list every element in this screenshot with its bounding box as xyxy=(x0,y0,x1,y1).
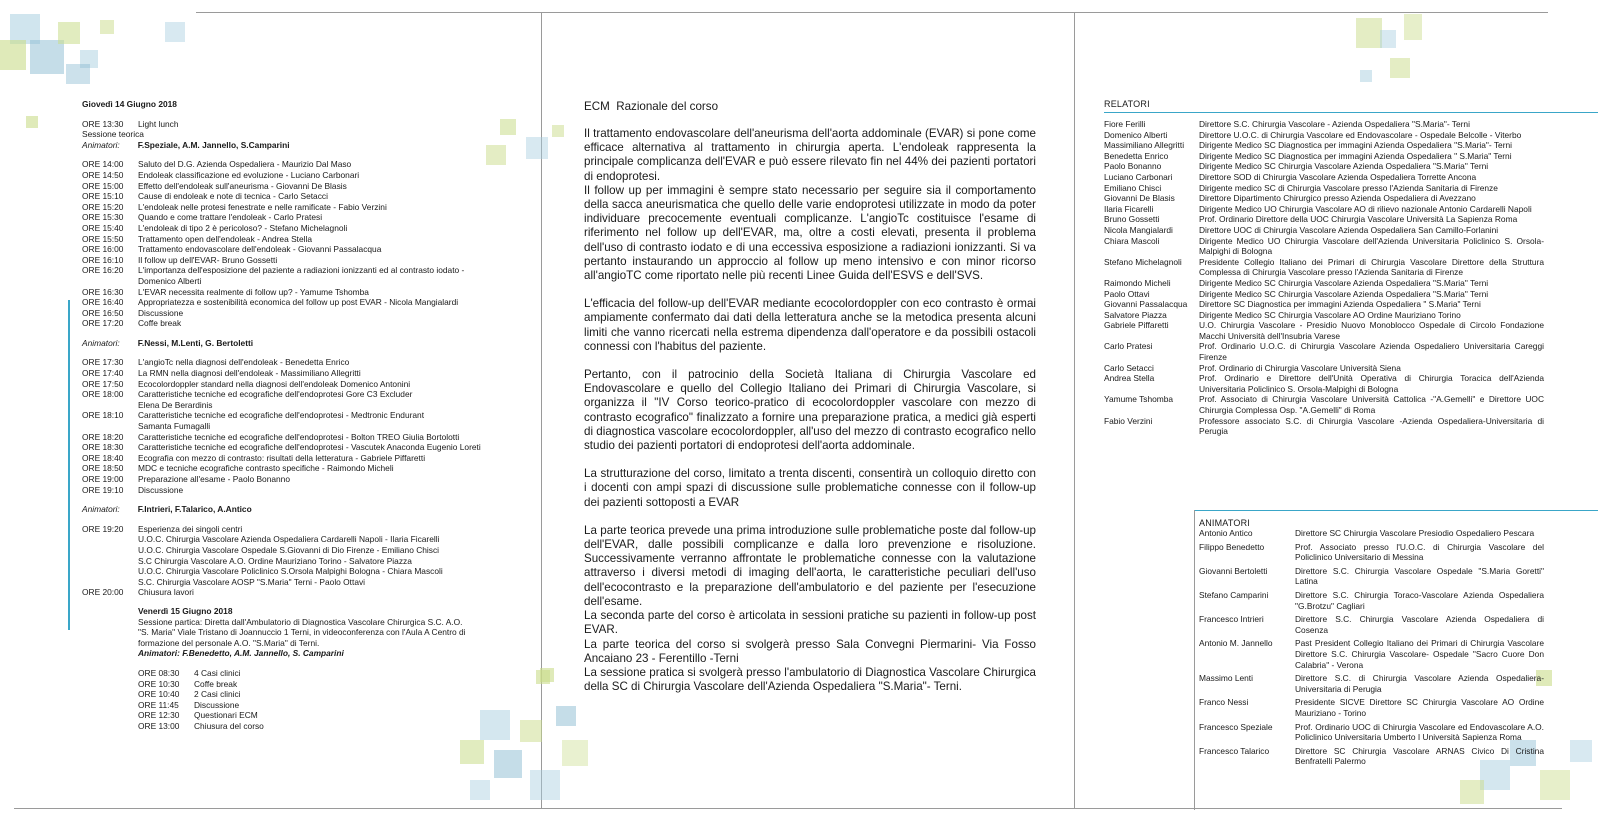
person-role: Dirigente Medico SC Chirurgia Vascolare AO Ordine Mauriziano Torino xyxy=(1199,309,1461,320)
list-item xyxy=(1104,172,1544,183)
list-item xyxy=(1104,151,1544,162)
animatori-list xyxy=(1199,528,1544,767)
person-role: Direttore SC Diagnostica per immagini Azienda Ospedaliera " S.Maria" Terni xyxy=(1199,299,1481,310)
person-name: Luciano Carbonari xyxy=(1104,171,1173,182)
animatori-accent-line xyxy=(1194,510,1598,511)
list-item xyxy=(1104,299,1544,310)
schedule-row: ORE 13:30 Light lunch xyxy=(82,118,179,129)
programme-column xyxy=(82,99,522,731)
animatori-section xyxy=(1199,518,1544,770)
paragraph: La sessione pratica si svolgerà presso l'ambulatorio di Diagnostica Vascolare Chirurgica della SC di Chirurgia Vascolare dell'Azienda Ospedaliera "S.Maria"- Terni. xyxy=(584,665,1036,694)
list-item xyxy=(1199,697,1544,718)
person-role: Dirigente Medico SC Chirurgia Vascolare Azienda Ospedaliera "S.Maria" Terni xyxy=(1199,277,1489,288)
block4: ORE 19:20 Esperienza dei singoli centri U.O.C. Chirurgia Vascolare Azienda Ospedaliera Cardarelli Napoli - Ilaria Ficarelli U.O.C. Chirurgia Vascolare Ospedale S.Giovanni di Dio Firenze - Emiliano Chisci S.C Chirurgia Vascolare A.O. Ordine Mauriziano Torino - Salvatore Piazza U.O.C. Chirurgia Vascolare Policlinico S.Orsola Malpighi Bologna - Chiara Mascoli S.C. Chirurgia Vascolare AOSP "S.Maria" Terni - Paolo Ottavi ORE 20:00 Chiusura lavori xyxy=(82,523,443,598)
person-role: Direttore UOC di Chirurgia Vascolare Azienda Ospedaliera San Camillo-Forlanini xyxy=(1199,224,1499,235)
person-role: Presidente SICVE Direttore SC Chirurgia Vascolare AO Ordine Mauriziano - Torino xyxy=(1295,697,1544,718)
person-name: Massimiliano Allegritti xyxy=(1104,140,1185,151)
person-name: Andrea Stella xyxy=(1104,373,1155,384)
person-name: Giovanni De Blasis xyxy=(1104,193,1175,204)
paragraph: L'efficacia del follow-up dell'EVAR mediante ecocolordoppler con eco contrasto è ormai ampiamente confermato dai dati della letteratura anche se la metodica presenta alcuni limiti che vanno ricercati nella estrema dipendenza dall'operatore e da possibili ostacoli connessi con l'habitus del paziente. xyxy=(584,297,1036,353)
animatori-title: ANIMATORI xyxy=(1199,518,1250,528)
person-name: Francesco Talarico xyxy=(1199,745,1270,756)
person-role: Direttore S.C. Chirurgia Vascolare Ospedale "S.Maria Goretti" Latina xyxy=(1295,565,1544,587)
person-role: Direttore U.O.C. di Chirurgia Vascolare ed Endovascolare - Ospedale Belcolle - Viterbo xyxy=(1199,129,1522,140)
block1 xyxy=(82,119,522,140)
top-rule xyxy=(196,12,1548,13)
list-item xyxy=(1104,236,1544,257)
list-item xyxy=(1104,204,1544,215)
person-role: Dirigente Medico SC Diagnostica per immagini Azienda Ospedaliera " S.Maria" Terni xyxy=(1199,150,1512,161)
relatori-title: RELATORI xyxy=(1104,99,1150,109)
list-item xyxy=(1104,140,1544,151)
person-name: Stefano Camparini xyxy=(1199,589,1269,600)
paragraph: Pertanto, con il patrocinio della Società Italiana di Chirurgia Vascolare ed Endovascolare e quello del Collegio Italiano dei Primari di Chirurgia Vascolare, si organizza il "IV Corso teorico-pratico di ecocolordoppler vascolare con mezzo di contrasto ecografico" finalizzato a fornire una preparazione pratica, a medici già esperti di diagnostica vascolare ecocolordoppler, all'uso del mezzo di contrasto ecografico nello studio dei pazienti portatori di endoprotesi dell'aorta addominale. xyxy=(584,368,1036,453)
person-name: Massimo Lenti xyxy=(1199,673,1253,684)
person-role: Direttore SC Chirurgia Vascolare ARNAS Civico Di Cristina Benfratelli Palermo xyxy=(1295,745,1544,767)
paragraph: La strutturazione del corso, limitato a trenta discenti, consentirà un colloquio diretto con i docenti con ampi spazi di discussione sulle problematiche connesse con il follow-up dei pazienti sottoposti a EVAR xyxy=(584,467,1036,509)
list-item xyxy=(1104,119,1544,130)
list-item xyxy=(1104,193,1544,204)
person-role: Dirigente Medico SC Chirurgia Vascolare Azienda Ospedaliera "S.Maria" Terni xyxy=(1199,161,1489,172)
person-role: Direttore S.C. Chirurgia Vascolare - Azienda Ospedaliera "S.Maria"- Terni xyxy=(1199,119,1470,129)
fold-line-2 xyxy=(1074,12,1075,809)
person-name: Antonio Antico xyxy=(1199,528,1253,538)
person-role: Professore associato S.C. di Chirurgia Vascolare -Azienda Ospedaliera-Universitaria di Perugia xyxy=(1199,415,1544,437)
list-item xyxy=(1104,257,1544,278)
person-role: Direttore SOD di Chirurgia Vascolare Azienda Ospedaliera Torrette Ancona xyxy=(1199,171,1477,182)
person-name: Benedetta Enrico xyxy=(1104,150,1169,161)
right-vertical-accent xyxy=(1194,510,1195,810)
list-item xyxy=(1199,566,1544,587)
person-role: Dirigente medico SC di Chirurgia Vascolare presso l'Azienda Sanitaria di Firenze xyxy=(1199,182,1498,193)
person-role: Direttore S.C. Chirurgia Vascolare Azienda Ospedaliera di Cosenza xyxy=(1295,614,1544,635)
person-name: Paolo Ottavi xyxy=(1104,288,1150,299)
person-name: Giovanni Passalacqua xyxy=(1104,299,1188,310)
list-item xyxy=(1104,394,1544,415)
person-role: Presidente Collegio Italiano dei Primari di Chirurgia Vascolare Direttore della Struttura Complessa di Chirurgia Vascolare presso l'Azienda Sanitaria di Firenze xyxy=(1199,256,1544,278)
person-role: Dirigente Medico UO Chirurgia Vascolare dell'Azienda Universitaria Policlinico S. Orsola-Malpighi di Bologna xyxy=(1199,235,1544,257)
person-name: Yamume Tshomba xyxy=(1104,394,1174,405)
rationale-title: ECM Razionale del corso xyxy=(584,100,719,113)
person-role: Prof. Associato di Chirurgia Vascolare Università Cattolica -"A.Gemelli" e Direttore UOC Chirurgia Complessa Osp. "A.Gemelli" di Roma xyxy=(1199,394,1544,416)
animators-2: Animatori: F.Nessi, M.Lenti, G. Bertoletti xyxy=(82,337,254,348)
session-label: Sessione teorica xyxy=(82,129,144,140)
block3: ORE 17:30 L'angioTc nella diagnosi dell'endoleak - Benedetta Enrico ORE 17:40 La RMN nella diagnosi dell'endoleak - Massimiliano Allegritti ORE 17:50 Ecocolordoppler standard nella diagnosi dell'endoleak Domenico Antonini ORE 18:00 Caratteristiche tecniche ed ecografiche dell'endoprotesi Gore C3 Excluder Elena De Berardinis ORE 18:10 Caratteristiche tecniche ed ecografiche dell'endoprotesi - Medtronic Endurant Samanta Fumagalli ORE 18:20 Caratteristiche tecniche ed ecografiche dell'endoprotesi - Bolton TREO Giulia Bortolotti ORE 18:30 Caratteristiche tecniche ed ecografiche dell'endoprotesi - Vascutek Anaconda Eugenio Loreti ORE 18:40 Ecografia con mezzo di contrasto: risultati della letteratura - Gabriele Piffaretti ORE 18:50 MDC e tecniche ecografiche contrasto specifiche - Raimondo Micheli ORE 19:00 Preparazione all'esame - Paolo Bonanno ORE 19:10 Discussione xyxy=(82,357,481,495)
mosaic-small-mid xyxy=(540,668,560,688)
person-role: U.O. Chirurgia Vascolare - Presidio Nuovo Monoblocco Ospedale di Circolo Fondazione Macchi Università dell'Insubria Varese xyxy=(1199,320,1544,341)
paragraph: La seconda parte del corso è articolata in sessioni pratiche su pazienti in follow-up post EVAR. xyxy=(584,609,1036,637)
animators-3: Animatori: F.Intrieri, F.Talarico, A.Antico xyxy=(82,504,252,515)
list-item xyxy=(1104,183,1544,194)
list-item xyxy=(1199,638,1544,670)
bottom-rule xyxy=(14,808,1562,809)
list-item xyxy=(1104,130,1544,141)
person-name: Fabio Verzini xyxy=(1104,415,1153,426)
person-name: Francesco Speziale xyxy=(1199,721,1273,732)
person-role: Dirigente Medico SC Diagnostica per immagini Azienda Ospedaliera "S.Maria"- Terni xyxy=(1199,140,1513,151)
paragraph: Il follow up per immagini è sempre stato necessario per seguire sia il comportamento della sacca aneurismatica che quello delle varie endoprotesi utilizzate in modo da poter individuare precocemente eventuali complicanze. L'angioTc costituisce l'esame di riferimento nel follow up dell'EVAR, ma, oltre a costi elevati, presenta il problema dell'uso di contrasto iodato e di una eccessiva esposizione a radiazioni ionizzanti. Si va pertanto instaurando un approccio al follow up meno intensivo e con minor ricorso all'angioTC come riportato nelle più recenti Linee Guida dell'ESVS e dell'SVS. xyxy=(584,183,1036,283)
list-item xyxy=(1104,278,1544,289)
person-name: Francesco Intrieri xyxy=(1199,614,1264,625)
person-role: Direttore SC Chirurgia Vascolare Presiodio Ospedaliero Pescara xyxy=(1295,528,1535,538)
person-role: Prof. Ordinario U.O.C. di Chirurgia Vascolare Azienda Ospedaliero Universitaria Careggi Firenze xyxy=(1199,341,1544,363)
list-item xyxy=(1199,722,1544,743)
list-item xyxy=(1199,746,1544,767)
list-item xyxy=(1104,289,1544,300)
list-item xyxy=(1104,320,1544,341)
list-item xyxy=(1104,416,1544,437)
person-name: Emiliano Chisci xyxy=(1104,182,1162,193)
person-name: Chiara Mascoli xyxy=(1104,235,1160,246)
list-item xyxy=(1199,542,1544,563)
day1-title: Giovedì 14 Giugno 2018 xyxy=(82,99,177,109)
list-item xyxy=(1104,214,1544,225)
person-name: Fiore Ferilli xyxy=(1104,119,1146,129)
paragraph: La parte teorica prevede una prima introduzione sulle problematiche poste dal follow-up dell'EVAR, dalle possibili complicanze e dalla loro prevenzione e risoluzione. Successivamente verranno affrontate le problematiche connesse con la valutazione attraverso i diversi metodi di imaging dell'aorta, le caratteristiche peculiari dell'uso dell'ecocontrasto e la preparazione dell'ambulatorio e del paziente per l'esecuzione dell'esame. xyxy=(584,523,1036,608)
person-name: Raimondo Micheli xyxy=(1104,277,1171,288)
person-name: Antonio M. Jannello xyxy=(1199,638,1273,649)
relatori-section xyxy=(1104,99,1544,437)
list-item xyxy=(1104,373,1544,394)
mosaic-top-right xyxy=(1350,0,1460,110)
person-role: Direttore S.C. di Chirurgia Vascolare Azienda Ospedaliera-Universitaria di Perugia xyxy=(1295,673,1544,694)
list-item xyxy=(1199,673,1544,694)
person-role: Direttore Dipartimento Chirurgico presso Azienda Ospedaliera di Avezzano xyxy=(1199,193,1476,204)
person-name: Carlo Pratesi xyxy=(1104,341,1153,352)
day2-section: Venerdì 15 Giugno 2018 Sessione partica: Diretta dall'Ambulatorio di Diagnostica Vascolare Chirurgica S.C. A.O. "S. Maria" Viale Tristano di Joannuccio 1 Terni, in videoconferenza con l'Aula A Centro di formazione del personale A.O. "S.Maria" di Terni. Animatori: F.Benedetto, A.M. Jannello, S. Camparini ORE 08:30 4 Casi clinici ORE 10:30 Coffe break ORE 10:40 2 Casi clinici ORE 11:45 Discussione ORE 12:30 Questionari ECM ORE 13:00 Chiusura del corso xyxy=(82,606,522,732)
person-name: Gabriele Piffaretti xyxy=(1104,320,1169,331)
list-item xyxy=(1104,363,1544,374)
day2-animators: Animatori: F.Benedetto, A.M. Jannello, S. Camparini xyxy=(138,648,344,659)
list-item xyxy=(1199,614,1544,635)
person-name: Nicola Mangialardi xyxy=(1104,224,1173,235)
animators-1: Animatori: F.Speziale, A.M. Jannello, S.Camparini xyxy=(82,139,290,150)
person-role: Prof. Ordinario di Chirurgia Vascolare Università Siena xyxy=(1199,362,1401,373)
person-role: Prof. Associato presso l'U.O.C. di Chirurgia Vascolare del Policlinico Universitario di Messina xyxy=(1295,541,1544,563)
person-role: Dirigente Medico SC Chirurgia Vascolare Azienda Ospedaliera "S.Maria" Terni xyxy=(1199,288,1489,299)
person-name: Filippo Benedetto xyxy=(1199,541,1265,552)
paragraph: Il trattamento endovascolare dell'aneurisma dell'aorta addominale (EVAR) si pone come efficace alternativa al trattamento in chirurgia aperta. L'endoleak rappresenta la principale complicanza dell'EVAR e può essere rilevato fin nel 44% dei pazienti portatori di endoprotesi. xyxy=(584,127,1036,183)
person-role: Past President Collegio Italiano dei Primari di Chirurgia Vascolare Direttore S.C. Chirurgia Vascolare- Ospedale "Sacro Cuore Don Calabria" - Verona xyxy=(1295,638,1544,670)
list-item xyxy=(1104,161,1544,172)
person-name: Salvatore Piazza xyxy=(1104,309,1167,320)
person-role: Dirigente Medico UO Chirurgia Vascolare AO di rilievo nazionale Antonio Cardarelli Napoli xyxy=(1199,203,1532,214)
person-role: Prof. Ordinario UOC di Chirurgia Vascolare ed Endovascolare A.O. Policlinico Universitaria Umberto I Università Sapienza Roma xyxy=(1295,721,1544,743)
person-name: Paolo Bonanno xyxy=(1104,161,1162,172)
list-item xyxy=(1104,341,1544,362)
person-role: Prof. Ordinario e Direttore dell'Unità Operativa di Chirurgia Toracica dell'Azienda Universitaria Policlinico S. Orsola-Malpighi di Bologna xyxy=(1199,373,1544,394)
person-name: Bruno Gossetti xyxy=(1104,214,1160,225)
person-name: Ilaria Ficarelli xyxy=(1104,203,1154,214)
list-item xyxy=(1199,590,1544,611)
person-role: Prof. Ordinario Direttore della UOC Chirurgia Vascolare Università La Sapienza Roma xyxy=(1199,214,1518,225)
list-item xyxy=(1199,528,1544,539)
person-name: Domenico Alberti xyxy=(1104,129,1168,140)
list-item xyxy=(1104,310,1544,321)
person-name: Giovanni Bertoletti xyxy=(1199,565,1268,576)
person-role: Direttore S.C. Chirurgia Toraco-Vascolare Azienda Ospedaliera "G.Brotzu" Cagliari xyxy=(1295,589,1544,611)
relatori-list xyxy=(1104,119,1544,437)
person-name: Carlo Setacci xyxy=(1104,362,1154,373)
block2: ORE 14:00 Saluto del D.G. Azienda Ospedaliera - Maurizio Dal Maso ORE 14:50 Endoleak classificazione ed evoluzione - Luciano Carbonari ORE 15:00 Effetto dell'endoleak sull'aneurisma - Giovanni De Blasis ORE 15:10 Cause di endoleak e note di tecnica - Carlo Setacci ORE 15:20 L'endoleak nelle protesi fenestrate e nelle ramificate - Fabio Verzini ORE 15:30 Quando e come trattare l'endoleak - Carlo Pratesi ORE 15:40 L'endoleak di tipo 2 è pericoloso? - Stefano Michelagnoli ORE 15:50 Trattamento open dell'endoleak - Andrea Stella ORE 16:00 Trattamento endovascolare dell'endoleak - Giovanni Passalacqua ORE 16:10 Il follow up dell'EVAR- Bruno Gossetti ORE 16:20 L'importanza dell'esposizione del paziente a radiazioni ionizzanti ed al contrasto iodato - Domenico Alberti ORE 16:30 L'EVAR necessita realmente di follow up? - Yamume Tshomba ORE 16:40 Appropriatezza e sostenibilità economica del follow up post EVAR - Nicola Mangialardi ORE 16:50 Discussione ORE 17:20 Coffe break xyxy=(82,159,465,329)
paragraph: La parte teorica del corso si svolgerà presso Sala Convegni Piermarini- Via Fosso Ancaiano 23 - Ferentillo -Terni xyxy=(584,637,1036,665)
day2-title: Venerdì 15 Giugno 2018 xyxy=(138,605,233,616)
left-accent-line xyxy=(68,300,70,630)
list-item xyxy=(1104,225,1544,236)
person-name: Stefano Michelagnoli xyxy=(1104,256,1182,267)
rationale-column xyxy=(584,100,1036,694)
mosaic-top-left xyxy=(0,0,200,100)
person-name: Franco Nessi xyxy=(1199,697,1249,708)
